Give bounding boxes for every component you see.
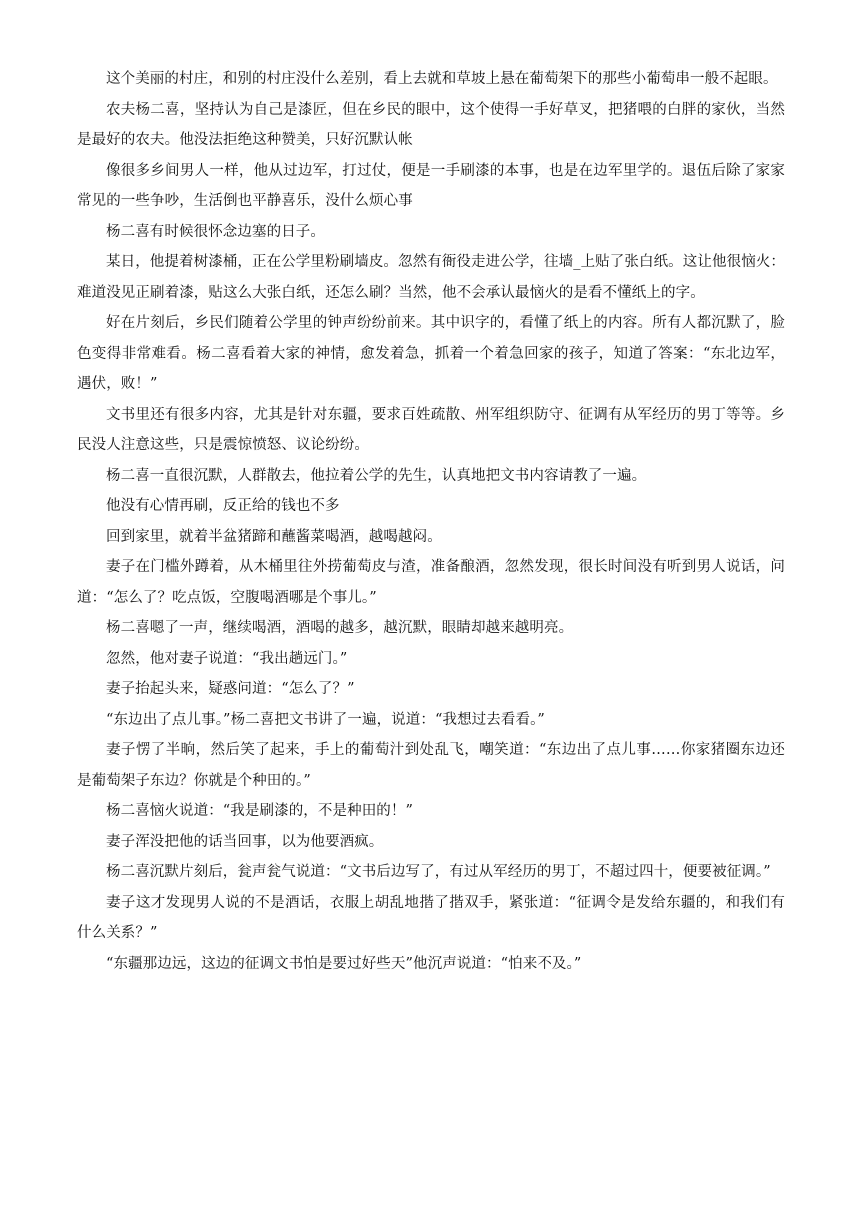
paragraph: 妻子浑没把他的话当回事，以为他要酒疯。 (106, 833, 384, 850)
paragraph: 好在片刻后，乡民们随着公学里的钟声纷纷前来。其中识字的，看懂了纸上的内容。所有人都沉默了，脸色变得非常难看。杨二喜看着大家的神情，愈发着急，抓着一个着急回家的孩子，知道了答案：“东北边军，遇伏，败！” (77, 315, 785, 392)
paragraph: 像很多乡间男人一样，他从过边军，打过仗，便是一手刷漆的本事，也是在边军里学的。退伍后除了家家常见的一些争吵，生活倒也平静喜乐，没什么烦心事 (77, 162, 785, 209)
paragraph: 某日，他提着树漆桶，正在公学里粉刷墙皮。忽然有衙役走进公学，往墙_上贴了张白纸。这让他很恼火：难道没见正刷着漆，贴这么大张白纸，还怎么刷？当然，他不会承认最恼火的是看不懂纸上的字。 (77, 254, 785, 301)
paragraph: 妻子抬起头来，疑惑问道：“怎么了？” (106, 681, 355, 697)
paragraph: “东疆那边远，这边的征调文书怕是要过好些天”他沉声说道：“怕来不及。” (106, 955, 582, 972)
paragraph: 杨二喜恼火说道：“我是刷漆的，不是种田的！” (106, 803, 414, 819)
document-page (77, 64, 785, 979)
paragraph: 杨二喜有时候很怀念边塞的日子。 (106, 223, 325, 240)
paragraph: “东边出了点儿事。”杨二喜把文书讲了一遍，说道：“我想过去看看。” (106, 711, 545, 728)
paragraph: 农夫杨二喜，坚持认为自己是漆匠，但在乡民的眼中，这个使得一手好草叉，把猪喂的白胖的家伙，当然是最好的农夫。他没法拒绝这种赞美，只好沉默认帐 (77, 101, 785, 148)
paragraph: 忽然，他对妻子说道：“我出趟远门。” (106, 650, 348, 667)
paragraph: 他没有心情再刷，反正给的钱也不多 (106, 498, 340, 514)
paragraph: 杨二喜沉默片刻后，瓮声瓮气说道：“文书后边写了，有过从军经历的男丁，不超过四十，便要被征调。” (106, 864, 771, 880)
paragraph: 妻子愣了半晌，然后笑了起来，手上的葡萄汁到处乱飞，嘲笑道：“东边出了点儿事……你家猪圈东边还是葡萄架子东边？你就是个种田的。” (77, 742, 785, 789)
paragraph: 杨二喜一直很沉默，人群散去，他拉着公学的先生，认真地把文书内容请教了一遍。 (106, 467, 647, 484)
paragraph: 这个美丽的村庄，和别的村庄没什么差别，看上去就和草坡上悬在葡萄架下的那些小葡萄串一般不起眼。 (106, 71, 778, 87)
paragraph: 妻子这才发现男人说的不是酒话，衣服上胡乱地揩了揩双手，紧张道：“征调令是发给东疆的，和我们有什么关系？” (77, 894, 785, 941)
paragraph: 妻子在门槛外蹲着，从木桶里往外捞葡萄皮与渣，准备酿酒，忽然发现，很长时间没有听到男人说话，问道：“怎么了？吃点饭，空腹喝酒哪是个事儿。” (77, 559, 785, 606)
paragraph: 回到家里，就着半盆猪蹄和蘸酱菜喝酒，越喝越闷。 (106, 528, 442, 545)
paragraph: 杨二喜嗯了一声，继续喝酒，酒喝的越多，越沉默，眼睛却越来越明亮。 (106, 620, 574, 636)
paragraph: 文书里还有很多内容，尤其是针对东疆，要求百姓疏散、州军组织防守、征调有从军经历的男丁等等。乡民没人注意这些，只是震惊愤怒、议论纷纷。 (77, 406, 785, 453)
